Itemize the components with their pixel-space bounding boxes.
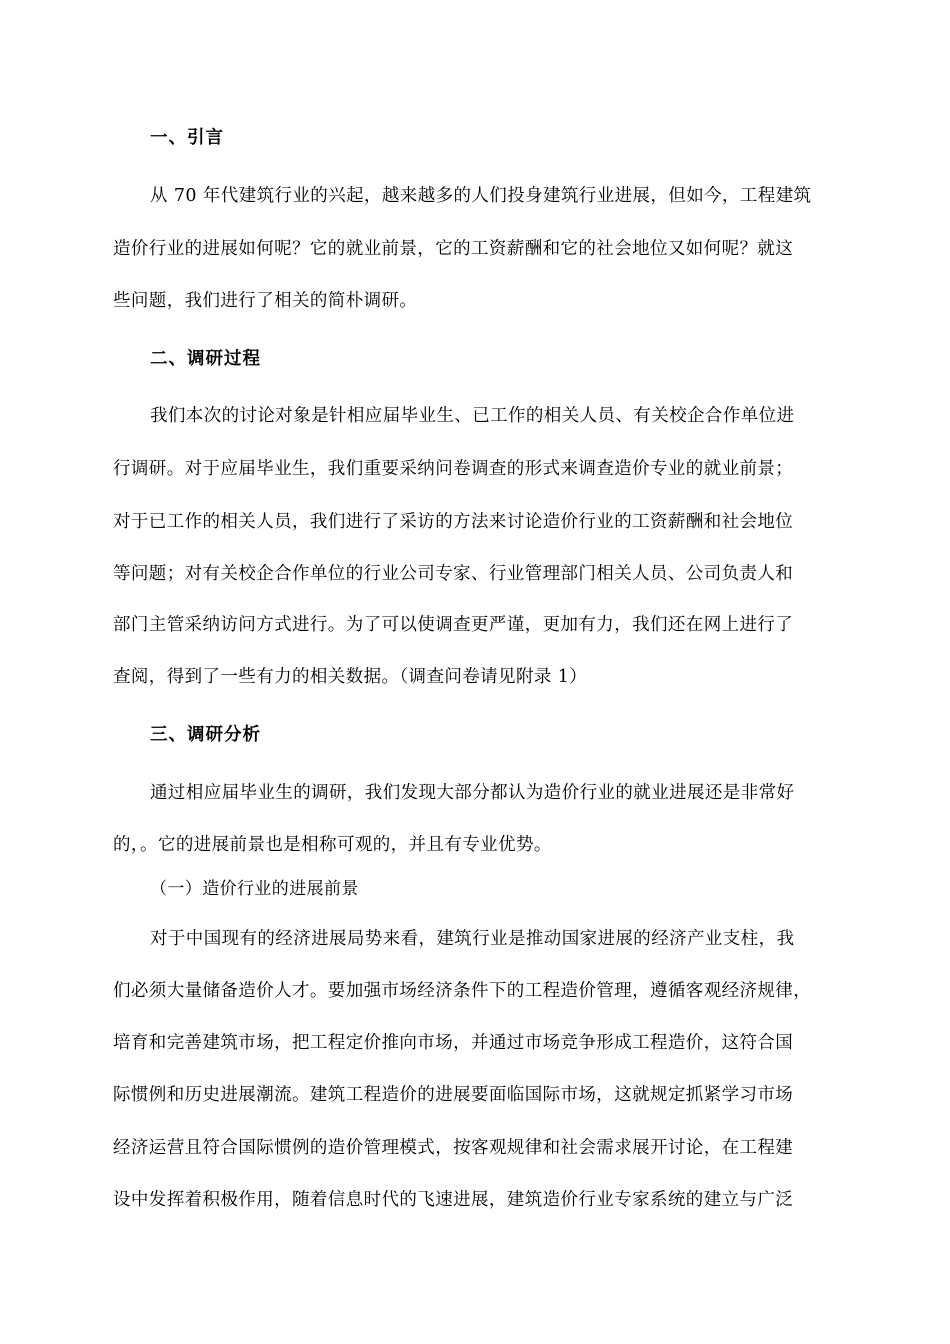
paragraph-line: 部门主管采纳访问方式进行。为了可以使调查更严谨，更加有力，我们还在网上进行了 [113,615,794,635]
paragraph-line: 通过相应届毕业生的调研，我们发现大部分都认为造价行业的就业进展还是非常好 [150,783,795,803]
subsection-heading: （一）造价行业的进展前景 [150,879,359,899]
section-heading-analysis: 三、调研分析 [150,725,261,745]
paragraph-line: 查阅，得到了一些有力的相关数据。（调查问卷请见附录 1） [113,667,588,687]
paragraph-line: 从 70 年代建筑行业的兴起，越来越多的人们投身建筑行业进展，但如今，工程建筑 [150,186,812,206]
paragraph-line: 际惯例和历史进展潮流。建筑工程造价的进展要面临国际市场，这就规定抓紧学习市场 [113,1085,794,1105]
paragraph-line: 经济运营且符合国际惯例的造价管理模式，按客观规律和社会需求展开讨论，在工程建 [113,1138,794,1158]
paragraph-line: 些问题，我们进行了相关的简朴调研。 [113,291,418,311]
paragraph-line: 对于已工作的相关人员，我们进行了采访的方法来讨论造价行业的工资薪酬和社会地位 [113,512,794,532]
paragraph-line: 对于中国现有的经济进展局势来看，建筑行业是推动国家进展的经济产业支柱，我 [150,929,795,949]
section-heading-introduction: 一、引言 [150,128,224,148]
paragraph-line: 设中发挥着积极作用，随着信息时代的飞速进展，建筑造价行业专家系统的建立与广泛 [113,1190,794,1210]
paragraph-line: 们必须大量储备造价人才。要加强市场经济条件下的工程造价管理，遵循客观经济规律， [113,981,812,1001]
paragraph-line: 造价行业的进展如何呢？它的就业前景，它的工资薪酬和它的社会地位又如何呢？就这 [113,239,794,259]
section-heading-process: 二、调研过程 [150,349,261,369]
paragraph-line: 行调研。对于应届毕业生，我们重要采纳问卷调查的形式来调查造价专业的就业前景； [113,459,794,479]
paragraph-line: 等问题；对有关校企合作单位的行业公司专家、行业管理部门相关人员、公司负责人和 [113,564,794,584]
paragraph-line: 培育和完善建筑市场，把工程定价推向市场，并通过市场竞争形成工程造价，这符合国 [113,1033,794,1053]
paragraph-line: 我们本次的讨论对象是针相应届毕业生、已工作的相关人员、有关校企合作单位进 [150,406,795,426]
paragraph-line: 的，。它的进展前景也是相称可观的，并且有专业优势。 [113,835,552,855]
